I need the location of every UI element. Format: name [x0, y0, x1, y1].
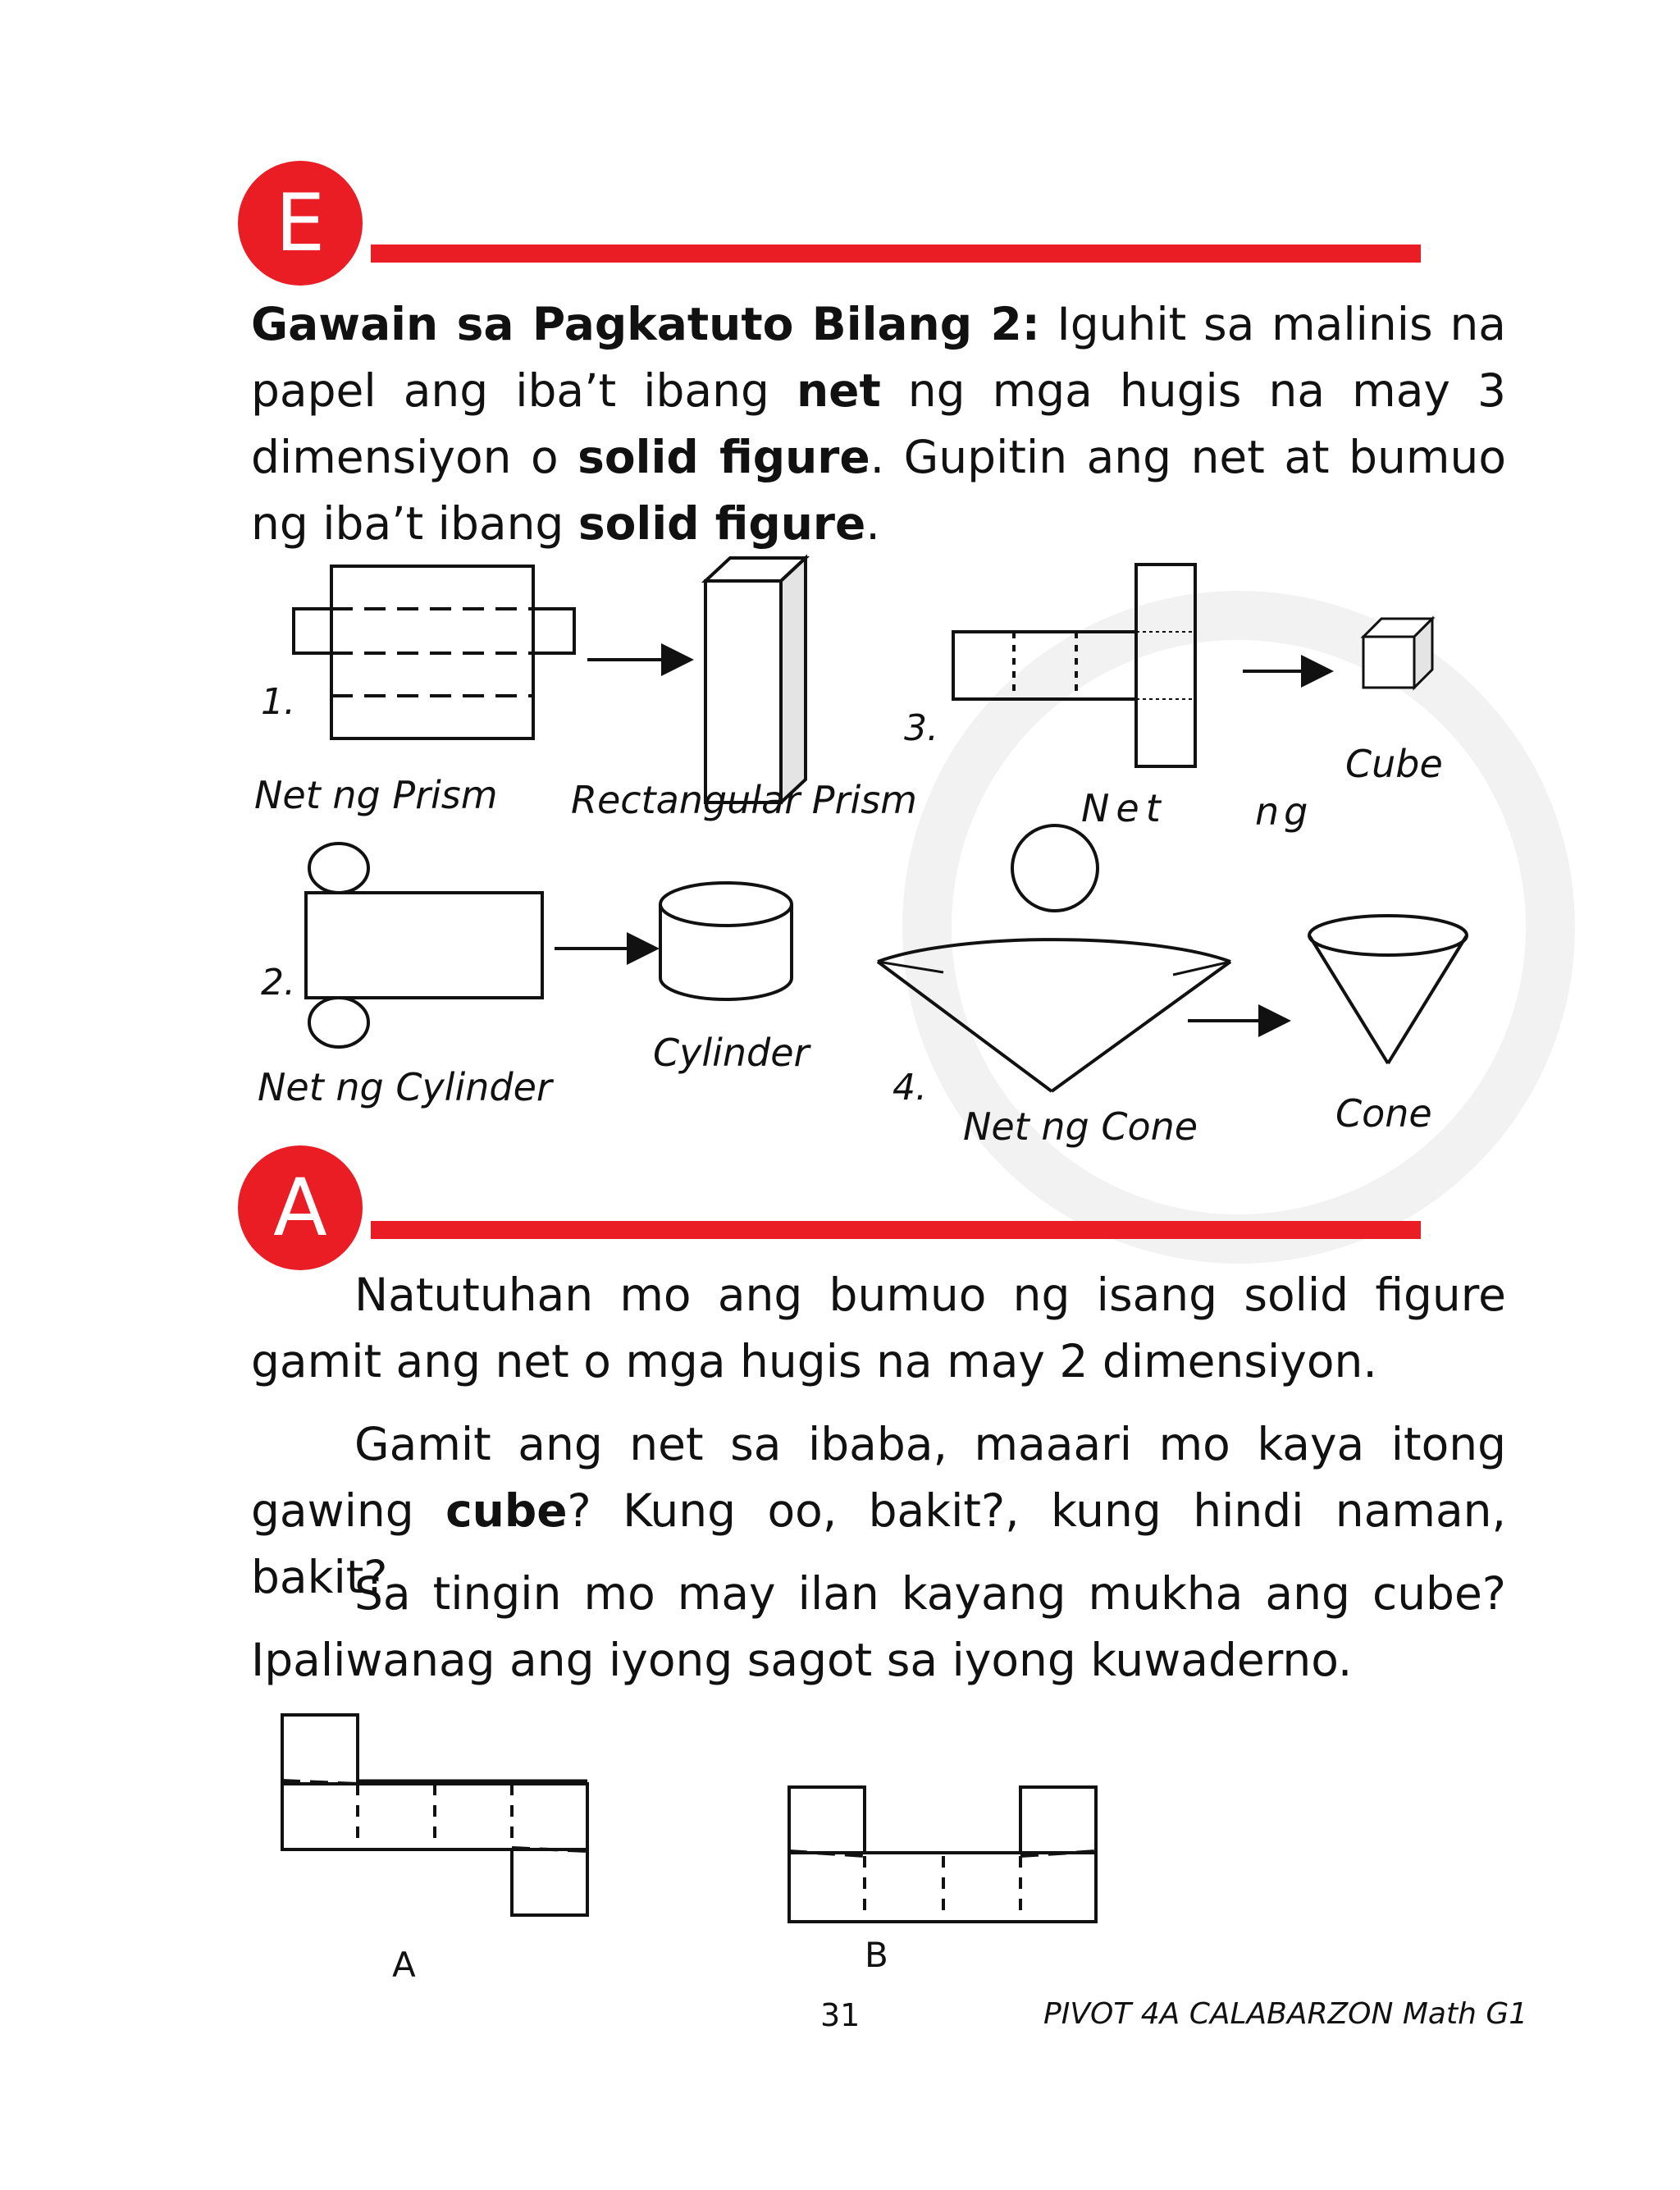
prism-net [294, 566, 574, 738]
figure-number-2: 2. [261, 962, 295, 1004]
cone-solid [1309, 916, 1467, 1063]
figure-number-3: 3. [904, 707, 938, 749]
cube-net [953, 565, 1195, 766]
section-badge-a [238, 1145, 363, 1270]
label-cube: Cube [1345, 742, 1443, 786]
section-letter-a: A [273, 1162, 327, 1254]
figure-number-4: 4. [892, 1067, 927, 1109]
footer-series: PIVOT 4A CALABARZON Math G1 [1043, 1997, 1528, 2031]
net-a [282, 1715, 587, 1915]
analysis-paragraph-1: Natutuhan mo ang bumuo ng isang solid figure gamit ang net o mga hugis na may 2 dimensiyon. [251, 1269, 1506, 1388]
page-number: 31 [820, 1997, 861, 2033]
cube-solid [1363, 619, 1432, 688]
net-b-label: B [865, 1935, 888, 1975]
net-a-label: A [392, 1945, 416, 1985]
label-rectangular-prism: Rectangular Prism [571, 778, 917, 822]
net-b [789, 1787, 1096, 1922]
label-net-ng-cone: Net ng Cone [963, 1104, 1198, 1149]
cone-net [878, 825, 1230, 1091]
activity-heading: Gawain sa Pagkatuto Bilang 2: [251, 298, 1040, 350]
section-letter-e: E [275, 177, 326, 269]
label-cylinder: Cylinder [653, 1031, 810, 1075]
analysis-paragraph-3: Sa tingin mo may ilan kayang mukha ang cube? Ipaliwanag ang iyong sagot sa iyong kuwaderno. [251, 1567, 1506, 1686]
rectangular-prism-solid [705, 558, 806, 802]
label-ng: ng [1255, 789, 1313, 834]
figure-number-1: 1. [261, 681, 295, 723]
label-net: Net [1081, 786, 1167, 830]
label-net-ng-cylinder: Net ng Cylinder [258, 1065, 552, 1109]
section-divider-a [371, 1221, 1421, 1239]
cylinder-solid [660, 883, 792, 999]
cylinder-net [306, 844, 542, 1047]
analysis-paragraph-2: Gamit ang net sa ibaba, maaari mo kaya itong gawing cube? Kung oo, bakit?, kung hindi naman, bakit? [251, 1418, 1506, 1603]
label-cone: Cone [1335, 1091, 1432, 1136]
label-net-ng-prism: Net ng Prism [254, 773, 498, 817]
activity-instructions: Gawain sa Pagkatuto Bilang 2: Iguhit sa malinis na papel ang iba’t ibang net ng mga hugis na may 3 dimensiyon o solid figure. Gupitin ang net at bumuo ng iba’t ibang solid figure. [251, 298, 1507, 550]
